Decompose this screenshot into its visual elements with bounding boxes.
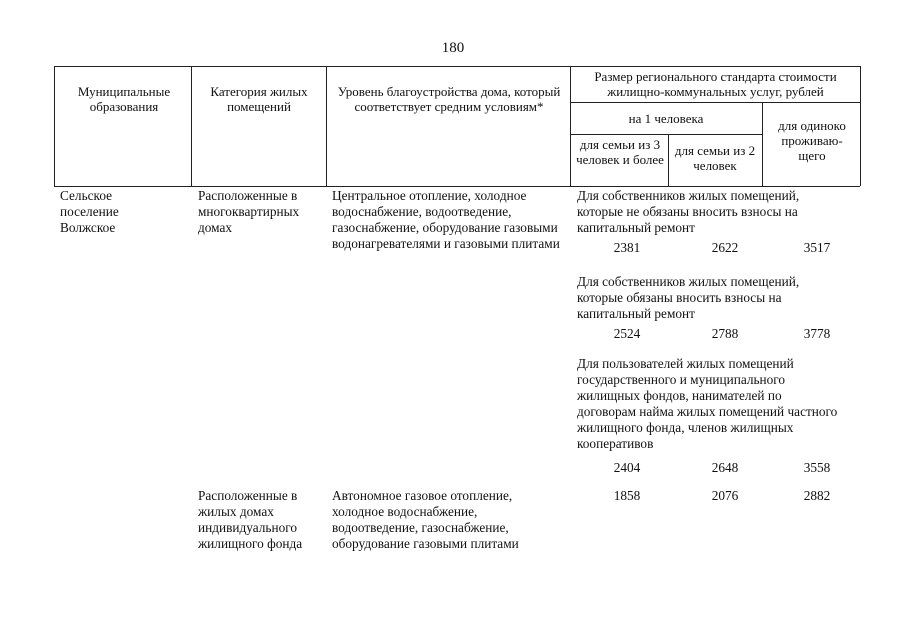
table-top-border	[54, 66, 860, 67]
row1-group1-family3: 2381	[613, 240, 641, 255]
row2-single: 2882	[803, 488, 831, 503]
row2-family2: 2076	[711, 488, 739, 503]
row2-level: Автономное газовое отопление, холодное водоснабжение, водоотведение, газоснабжение, оборудование газовыми плитами	[332, 488, 519, 551]
header-category: Категория жилых помещений	[210, 84, 308, 114]
header-municipality: Муниципальные образования	[77, 84, 171, 114]
per-person-divider	[570, 102, 860, 103]
vline-3	[570, 66, 571, 186]
header-bottom-border	[54, 186, 860, 187]
row2-family3: 1858	[613, 488, 641, 503]
row1-group3-label: Для пользователей жилых помещений государственного и муниципального жилищных фондов, нанимателей по договорам найма жилых помещений частного жилищного фонда, членов жилищных кооперативов	[577, 356, 838, 451]
vline-2	[326, 66, 327, 186]
vline-4	[668, 134, 669, 186]
header-level: Уровень благоустройства дома, который соответствует средним условиям*	[337, 84, 561, 114]
header-family-3: для семьи из 3 человек и более	[576, 137, 664, 167]
row1-group1-label: Для собственников жилых помещений, которые не обязаны вносить взносы на капитальный ремонт	[577, 188, 800, 235]
row1-group1-single: 3517	[803, 240, 831, 255]
vline-1	[191, 66, 192, 186]
row1-group2-family2: 2788	[711, 326, 739, 341]
header-family-2: для семьи из 2 человек	[674, 143, 756, 173]
row1-group1-family2: 2622	[711, 240, 739, 255]
row1-group3-family2: 2648	[711, 460, 739, 475]
row1-group2-family3: 2524	[613, 326, 641, 341]
header-single: для одиноко проживаю-щего	[778, 118, 846, 163]
header-standard: Размер регионального стандарта стоимости жилищно-коммунальных услуг, рублей	[594, 69, 837, 99]
family-divider	[570, 134, 762, 135]
vline-right	[860, 66, 861, 186]
row1-municipality: Сельское поселение Волжское	[60, 188, 119, 235]
row1-category: Расположенные в многоквартирных домах	[198, 188, 300, 235]
row2-category: Расположенные в жилых домах индивидуального жилищного фонда	[198, 488, 303, 551]
vline-5	[762, 102, 763, 186]
row1-level: Центральное отопление, холодное водоснабжение, водоотведение, газоснабжение, оборудование газовыми водонагревателями и газовыми плитами	[332, 188, 560, 251]
row1-group2-label: Для собственников жилых помещений, которые обязаны вносить взносы на капитальный ремонт	[577, 274, 800, 321]
row1-group3-single: 3558	[803, 460, 831, 475]
row1-group2-single: 3778	[803, 326, 831, 341]
header-per-person: на 1 человека	[628, 111, 704, 126]
page-number: 180	[441, 40, 465, 56]
row1-group3-family3: 2404	[613, 460, 641, 475]
vline-left	[54, 66, 55, 186]
